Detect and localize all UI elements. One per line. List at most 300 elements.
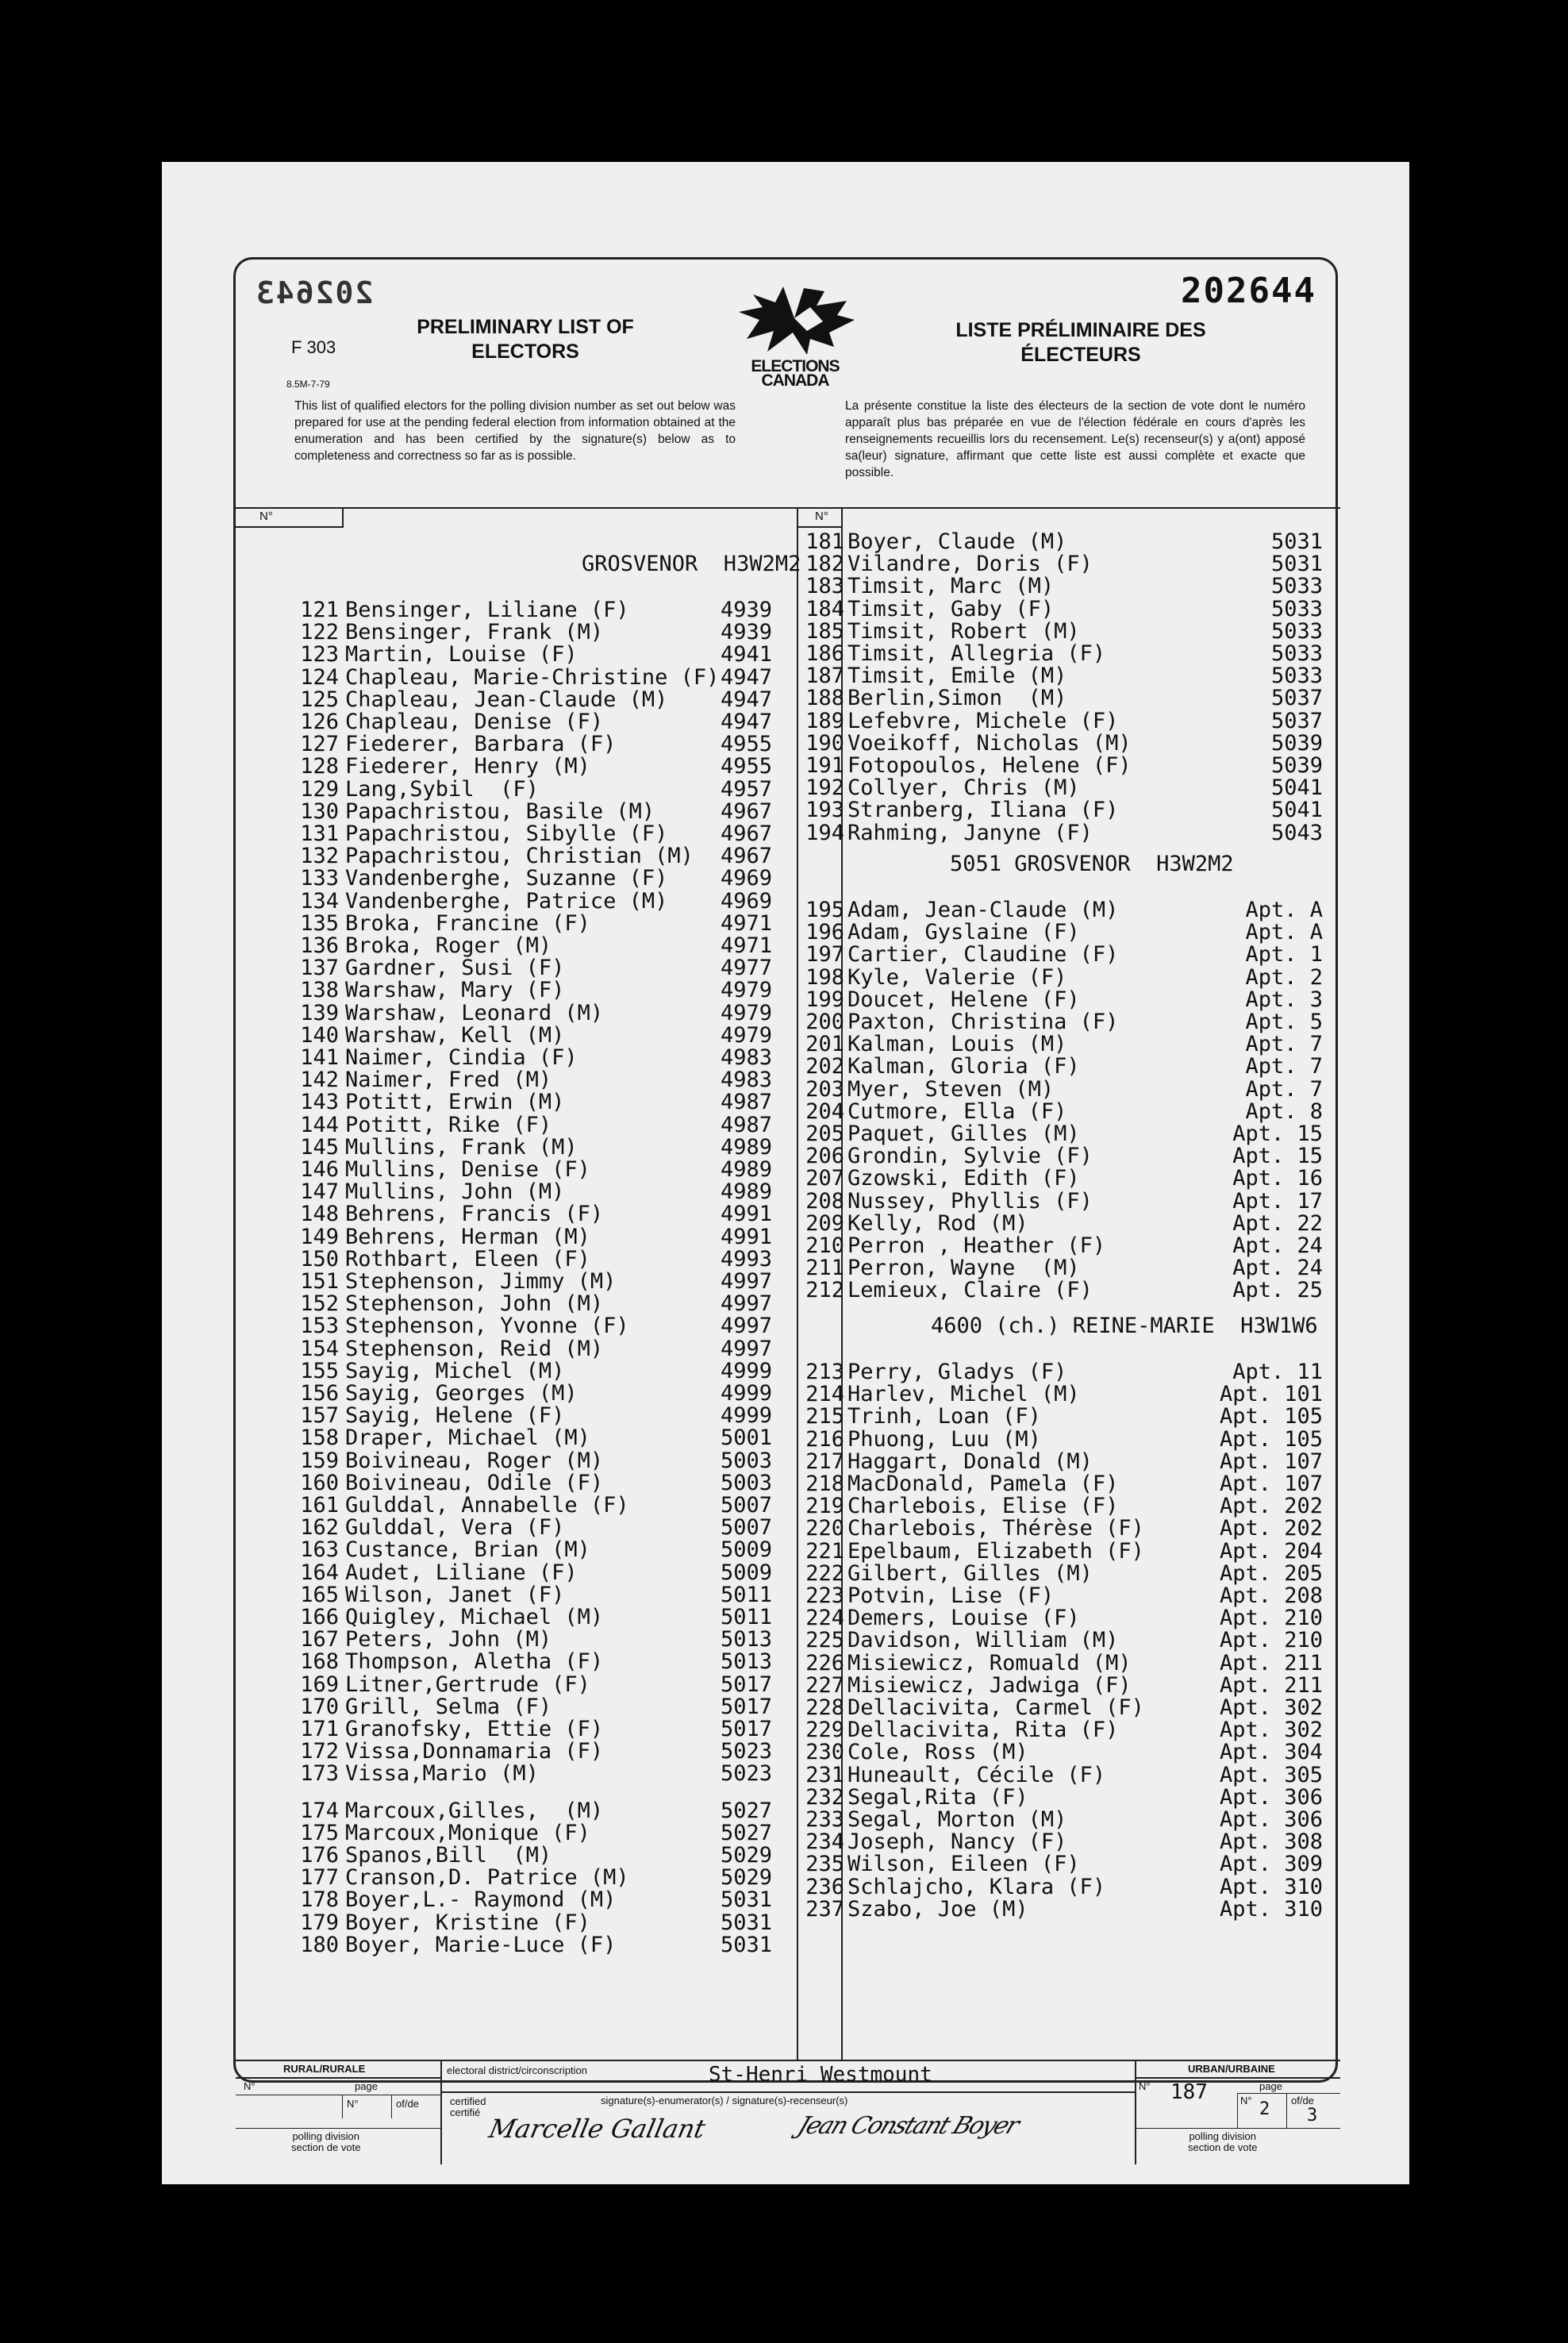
elections-canada-logo: [728, 283, 863, 388]
rural-no2-label: N°: [347, 2098, 359, 2110]
elector-number: 140: [300, 1022, 339, 1048]
elector-name: Myer, Steven (M): [847, 1076, 1055, 1102]
elector-address: 4999: [720, 1403, 772, 1429]
elector-name: Chapleau, Jean-Claude (M): [345, 687, 668, 712]
no-header-rule-left: [236, 526, 342, 528]
elector-name: Misiewicz, Romuald (M): [847, 1650, 1132, 1675]
elector-address: Apt. 11: [1232, 1360, 1323, 1384]
elector-name: Vandenberghe, Suzanne (F): [345, 866, 668, 891]
elector-number: 223: [805, 1583, 844, 1608]
form-number: F 303: [291, 337, 336, 357]
elector-name: Perry, Gladys (F): [847, 1360, 1067, 1384]
elector-number: 162: [300, 1515, 339, 1541]
no-header-right: N°: [815, 510, 828, 523]
elector-number: 122: [300, 620, 339, 645]
elector-name: Martin, Louise (F): [345, 642, 578, 668]
elector-row: [798, 1831, 1340, 1853]
elector-address: 4969: [720, 866, 772, 891]
elector-address: 4991: [720, 1202, 772, 1227]
elector-address: Apt. 25: [1232, 1278, 1323, 1303]
urban-label: URBAN/URBAINE: [1188, 2063, 1275, 2075]
elector-row: [236, 1696, 796, 1718]
elector-address: 5027: [720, 1820, 772, 1845]
elector-address: 5027: [720, 1798, 772, 1823]
elector-address: Apt. 302: [1219, 1718, 1323, 1743]
elector-name: Schlajcho, Klara (F): [847, 1874, 1106, 1899]
elector-address: 4941: [720, 642, 772, 668]
elector-row: [236, 1741, 796, 1763]
elector-row: [236, 776, 796, 802]
elector-number: 178: [300, 1887, 339, 1913]
signature-label: signature(s)-enumerator(s) / signature(s)-recenseur(s): [601, 2095, 848, 2106]
elector-row: [798, 1809, 1340, 1831]
elector-number: 198: [805, 964, 844, 990]
elector-name: Rothbart, Eleen (F): [345, 1246, 590, 1272]
elector-row: [798, 575, 1340, 598]
elector-row: [798, 944, 1340, 966]
elector-address: 5031: [1270, 529, 1323, 554]
elector-name: Grondin, Sylvie (F): [847, 1144, 1093, 1169]
elector-number: 163: [300, 1537, 339, 1563]
elector-name: Epelbaum, Elizabeth (F): [847, 1538, 1144, 1564]
elector-address: 5003: [720, 1448, 772, 1473]
elector-address: 4997: [720, 1314, 772, 1339]
elector-number: 124: [300, 664, 339, 690]
elector-name: Custance, Brian (M): [345, 1537, 590, 1563]
elector-address: 4967: [720, 821, 772, 846]
elector-number: 137: [300, 956, 339, 981]
elector-name: Szabo, Joe (M): [847, 1896, 1028, 1922]
elector-number: 189: [805, 708, 844, 733]
elector-name: Behrens, Francis (F): [345, 1202, 604, 1227]
elector-number: 222: [805, 1560, 844, 1586]
elector-number: 194: [805, 820, 844, 845]
elector-number: 209: [805, 1210, 844, 1236]
elector-name: Trinh, Loan (F): [847, 1404, 1041, 1429]
elector-address: Apt. 208: [1219, 1583, 1323, 1608]
elector-address: 5031: [720, 1910, 772, 1935]
elector-name: Audet, Liliane (F): [345, 1560, 578, 1585]
elector-name: Chapleau, Denise (F): [345, 710, 604, 734]
street-header: 4600 (ch.) REINE-MARIE H3W1W6: [931, 1314, 1318, 1338]
elector-row: [798, 730, 1340, 756]
elector-name: Kelly, Rod (M): [847, 1210, 1028, 1236]
rural-no-label: N°: [244, 2080, 256, 2092]
elector-number: 138: [300, 978, 339, 1003]
signature-two: Jean Constant Boyer: [794, 2112, 1022, 2140]
elector-row: [236, 1845, 796, 1867]
elector-name: Misiewicz, Jadwiga (F): [847, 1672, 1132, 1698]
elector-address: 4987: [720, 1112, 772, 1137]
elector-name: Warshaw, Kell (M): [345, 1022, 565, 1048]
elector-name: Rahming, Janyne (F): [847, 820, 1093, 845]
elector-name: Boyer, Marie-Luce (F): [345, 1932, 617, 1957]
elector-number: 190: [805, 730, 844, 756]
elector-name: Gulddal, Vera (F): [345, 1515, 565, 1541]
elector-row: [798, 1741, 1340, 1764]
elector-row: [798, 1168, 1340, 1190]
elector-address: 5023: [720, 1761, 772, 1787]
elector-number: 145: [300, 1134, 339, 1160]
elector-number: 149: [300, 1224, 339, 1249]
serial-number-mirrored: 202643: [255, 275, 374, 310]
elector-name: Demers, Louise (F): [847, 1606, 1080, 1631]
elector-name: Timsit, Robert (M): [847, 618, 1080, 644]
elector-address: 4987: [720, 1090, 772, 1115]
elector-row: [236, 1203, 796, 1225]
elector-row: [236, 621, 796, 644]
elector-number: 211: [805, 1256, 844, 1281]
elector-row: [798, 598, 1340, 621]
elector-number: 125: [300, 687, 339, 712]
elector-number: 177: [300, 1865, 339, 1891]
urban-page-label: page: [1259, 2080, 1282, 2092]
elector-address: 5011: [720, 1605, 772, 1629]
elector-number: 182: [805, 552, 844, 577]
elector-address: 5007: [720, 1515, 772, 1541]
elector-row: [236, 1248, 796, 1271]
title-english: PRELIMINARY LIST OF ELECTORS: [417, 316, 634, 363]
elector-row: [798, 1279, 1340, 1302]
elector-row: [798, 1518, 1340, 1540]
elector-number: 217: [805, 1449, 844, 1474]
elector-address: 5033: [1270, 596, 1323, 621]
elector-row: [236, 1047, 796, 1069]
elector-number: 146: [300, 1157, 339, 1182]
elector-number: 227: [805, 1672, 844, 1698]
elector-row: [798, 665, 1340, 687]
elector-number: 231: [805, 1762, 844, 1787]
elector-address: 4977: [720, 956, 772, 981]
elector-number: 136: [300, 933, 339, 958]
elector-name: Perron, Wayne (M): [847, 1256, 1080, 1281]
elector-number: 141: [300, 1045, 339, 1070]
elector-row: [236, 1271, 796, 1293]
elector-address: 4989: [720, 1179, 772, 1205]
elector-name: Stephenson, Yvonne (F): [345, 1314, 629, 1339]
elector-number: 232: [805, 1784, 844, 1810]
elector-number: 172: [300, 1739, 339, 1764]
elector-number: 213: [805, 1360, 844, 1384]
elector-address: Apt. 24: [1232, 1256, 1323, 1281]
elector-row: [236, 689, 796, 711]
elector-row: [236, 1763, 796, 1785]
elector-row: [236, 1606, 796, 1629]
elector-number: 147: [300, 1179, 339, 1205]
elector-row: [798, 1011, 1340, 1033]
elector-name: Draper, Michael (M): [345, 1425, 590, 1451]
elector-row: [798, 1896, 1340, 1922]
elector-row: [236, 1674, 796, 1696]
elector-address: 5041: [1270, 798, 1323, 823]
elector-address: 5033: [1270, 664, 1323, 689]
elector-address: 4939: [720, 598, 772, 622]
elector-address: 5001: [720, 1425, 772, 1451]
elector-row: [236, 711, 796, 733]
elector-number: 133: [300, 866, 339, 891]
elector-name: Naimer, Fred (M): [345, 1068, 552, 1093]
elector-number: 186: [805, 641, 844, 666]
elector-row: [236, 1472, 796, 1495]
urban-no-label: N°: [1139, 2080, 1151, 2092]
elector-address: Apt. 3: [1245, 987, 1323, 1012]
elector-row: [236, 957, 796, 979]
elector-address: Apt. 304: [1219, 1740, 1323, 1765]
elector-address: 5033: [1270, 574, 1323, 599]
elector-row: [798, 1607, 1340, 1629]
elector-number: 202: [805, 1054, 844, 1079]
elector-name: Warshaw, Leonard (M): [345, 1000, 604, 1025]
elector-number: 193: [805, 798, 844, 823]
elector-number: 197: [805, 942, 844, 968]
elector-number: 150: [300, 1246, 339, 1272]
elector-number: 126: [300, 710, 339, 734]
elector-number: 155: [300, 1358, 339, 1383]
elector-row: [236, 1114, 796, 1137]
elector-address: Apt. 205: [1219, 1560, 1323, 1586]
elector-name: Peters, John (M): [345, 1627, 552, 1652]
elector-row: [236, 1405, 796, 1427]
elector-address: Apt. 105: [1219, 1426, 1323, 1452]
elector-number: 128: [300, 754, 339, 779]
elector-number: 151: [300, 1269, 339, 1294]
elector-row: [236, 823, 796, 845]
elector-name: Potvin, Lise (F): [847, 1583, 1055, 1608]
elector-number: 206: [805, 1144, 844, 1169]
elector-number: 121: [300, 598, 339, 622]
form-date: 8.5M-7-79: [286, 379, 330, 390]
elector-address: 5013: [720, 1627, 772, 1652]
elector-row: [798, 1210, 1340, 1236]
elector-address: 4967: [720, 798, 772, 824]
elector-address: 4947: [720, 687, 772, 712]
elector-row: [798, 1652, 1340, 1675]
elector-name: Papachristou, Christian (M): [345, 844, 694, 869]
elector-address: 5011: [720, 1582, 772, 1607]
elector-row: [798, 1033, 1340, 1056]
elector-address: 5039: [1270, 753, 1323, 778]
elector-address: 5017: [720, 1717, 772, 1741]
elector-name: Boivineau, Odile (F): [345, 1470, 604, 1495]
elector-name: Davidson, William (M): [847, 1628, 1119, 1653]
elector-name: Bensinger, Liliane (F): [345, 598, 629, 622]
elector-number: 153: [300, 1314, 339, 1339]
elector-row: [236, 1315, 796, 1337]
elector-address: 4999: [720, 1381, 772, 1406]
elector-name: Vilandre, Doris (F): [847, 552, 1093, 577]
district-label: electoral district/circonscription: [447, 2064, 588, 2076]
elector-name: Gilbert, Gilles (M): [847, 1560, 1093, 1586]
logo-wordmark: ELECTIONS CANADA: [751, 357, 840, 390]
elector-number: 203: [805, 1076, 844, 1102]
elector-row: [798, 1764, 1340, 1787]
elector-number: 176: [300, 1843, 339, 1868]
elector-row: [236, 1718, 796, 1741]
elector-number: 161: [300, 1493, 339, 1518]
elector-name: Lefebvre, Michele (F): [847, 708, 1119, 733]
elector-row: [798, 1406, 1340, 1428]
elector-address: Apt. 310: [1219, 1896, 1323, 1922]
elector-address: Apt. 5: [1245, 1010, 1323, 1034]
elector-number: 219: [805, 1494, 844, 1519]
elector-name: Timsit, Gaby (F): [847, 596, 1055, 621]
elector-row: [798, 799, 1340, 821]
elector-address: Apt. 306: [1219, 1784, 1323, 1810]
elector-name: Adam, Jean-Claude (M): [847, 898, 1119, 922]
elector-name: Dellacivita, Rita (F): [847, 1718, 1119, 1743]
urban-polling-label: polling division section de vote: [1188, 2130, 1258, 2153]
elector-address: 4989: [720, 1134, 772, 1160]
elector-address: 4997: [720, 1336, 772, 1361]
elector-address: 5031: [720, 1887, 772, 1913]
elector-number: 185: [805, 618, 844, 644]
elector-row: [236, 1022, 796, 1048]
elector-number: 152: [300, 1291, 339, 1317]
elector-name: Timsit, Emile (M): [847, 664, 1067, 689]
elector-row: [798, 1585, 1340, 1607]
elector-address: 5017: [720, 1694, 772, 1719]
elector-number: 158: [300, 1425, 339, 1451]
elector-name: Mullins, Denise (F): [345, 1157, 590, 1182]
elector-address: 4989: [720, 1157, 772, 1182]
elector-row: [798, 1361, 1340, 1383]
elector-row: [236, 1800, 796, 1822]
elector-name: Spanos,Bill (M): [345, 1843, 552, 1868]
elector-name: Warshaw, Mary (F): [345, 978, 565, 1003]
elector-row: [236, 1822, 796, 1845]
elector-row: [798, 899, 1340, 921]
elector-row: [236, 1002, 796, 1025]
elector-name: Dellacivita, Carmel (F): [847, 1695, 1144, 1720]
elector-number: 235: [805, 1852, 844, 1877]
elector-address: 4979: [720, 1022, 772, 1048]
elector-row: [236, 1539, 796, 1561]
urban-of-label: of/de: [1291, 2095, 1314, 2106]
elector-address: 4967: [720, 844, 772, 869]
elector-row: [798, 1098, 1340, 1124]
elector-row: [236, 1584, 796, 1606]
elector-address: Apt. 305: [1219, 1762, 1323, 1787]
elector-address: Apt. 302: [1219, 1695, 1323, 1720]
elector-name: Cutmore, Ella (F): [847, 1098, 1067, 1124]
elector-name: Paquet, Gilles (M): [847, 1121, 1080, 1146]
elector-name: Wilson, Janet (F): [345, 1582, 565, 1607]
elector-number: 174: [300, 1798, 339, 1823]
district-value: St-Henri Westmount: [709, 2063, 932, 2087]
elector-address: Apt. 1: [1245, 942, 1323, 968]
elector-name: Cole, Ross (M): [847, 1740, 1028, 1765]
elector-number: 229: [805, 1718, 844, 1743]
elector-name: Sayig, Helene (F): [345, 1403, 565, 1429]
elector-name: Papachristou, Sibylle (F): [345, 821, 668, 846]
elector-number: 160: [300, 1470, 339, 1495]
elector-name: Kalman, Louis (M): [847, 1032, 1067, 1057]
elector-name: Boyer, Claude (M): [847, 529, 1067, 554]
elector-address: 4997: [720, 1291, 772, 1317]
elector-address: Apt. A: [1245, 920, 1323, 945]
elector-address: 4971: [720, 933, 772, 958]
certified-label: certified certifié: [450, 2095, 486, 2118]
elector-number: 224: [805, 1606, 844, 1631]
elector-number: 129: [300, 776, 339, 802]
elector-row: [236, 888, 796, 914]
elector-address: 4955: [720, 754, 772, 779]
elector-name: Doucet, Helene (F): [847, 987, 1080, 1012]
elector-row: [798, 618, 1340, 644]
elector-address: 4947: [720, 710, 772, 734]
elector-row: [236, 1383, 796, 1405]
elector-address: 4955: [720, 732, 772, 757]
elector-row: [798, 1495, 1340, 1518]
elector-name: Fiederer, Barbara (F): [345, 732, 617, 757]
elector-name: Perron , Heather (F): [847, 1233, 1106, 1258]
elector-row: [798, 1451, 1340, 1473]
elector-row: [236, 1134, 796, 1160]
elector-address: 4999: [720, 1358, 772, 1383]
elector-number: 196: [805, 920, 844, 945]
elector-name: Grill, Selma (F): [345, 1694, 552, 1719]
elector-row: [236, 1912, 796, 1934]
elector-address: Apt. 24: [1232, 1233, 1323, 1258]
elector-name: Marcoux,Gilles, (M): [345, 1798, 604, 1823]
elector-name: Broka, Roger (M): [345, 933, 552, 958]
elector-address: 4969: [720, 888, 772, 914]
elector-number: 228: [805, 1695, 844, 1720]
elector-name: Litner,Gertrude (F): [345, 1672, 590, 1697]
elector-name: Thompson, Aletha (F): [345, 1649, 604, 1675]
elector-number: 171: [300, 1717, 339, 1741]
serial-number: 202644: [1181, 271, 1316, 311]
elector-address: Apt. 308: [1219, 1829, 1323, 1855]
elector-number: 132: [300, 844, 339, 869]
elector-number: 134: [300, 888, 339, 914]
elector-address: 5017: [720, 1672, 772, 1697]
elector-address: Apt. A: [1245, 898, 1323, 922]
elector-row: [236, 979, 796, 1002]
elector-row: [798, 643, 1340, 665]
elector-address: 5029: [720, 1843, 772, 1868]
elector-number: 168: [300, 1649, 339, 1675]
elector-number: 175: [300, 1820, 339, 1845]
elector-number: 215: [805, 1404, 844, 1429]
elector-address: 4983: [720, 1045, 772, 1070]
elector-address: Apt. 17: [1232, 1188, 1323, 1214]
elector-name: Lemieux, Claire (F): [847, 1278, 1093, 1303]
elector-address: Apt. 7: [1245, 1032, 1323, 1057]
elector-row: [236, 1226, 796, 1248]
elector-name: Stephenson, John (M): [345, 1291, 604, 1317]
elector-row: [236, 664, 796, 690]
elector-address: Apt. 107: [1219, 1449, 1323, 1474]
elector-name: Cartier, Claudine (F): [847, 942, 1119, 968]
rural-of-label: of/de: [396, 2098, 419, 2110]
elector-row: [236, 1450, 796, 1472]
elector-name: Fiederer, Henry (M): [345, 754, 590, 779]
elector-name: Voeikoff, Nicholas (M): [847, 730, 1132, 756]
elector-address: Apt. 7: [1245, 1054, 1323, 1079]
elector-row: [798, 1560, 1340, 1586]
elector-number: 181: [805, 529, 844, 554]
urban-page-value: 2: [1259, 2099, 1270, 2119]
elector-row: [798, 964, 1340, 990]
elector-address: 4991: [720, 1224, 772, 1249]
elector-address: 5013: [720, 1649, 772, 1675]
elector-row: [236, 1338, 796, 1360]
elector-row: [236, 910, 796, 936]
elector-address: Apt. 309: [1219, 1852, 1323, 1877]
elector-name: Joseph, Nancy (F): [847, 1829, 1067, 1855]
elector-name: Chapleau, Marie-Christine (F): [345, 664, 720, 690]
